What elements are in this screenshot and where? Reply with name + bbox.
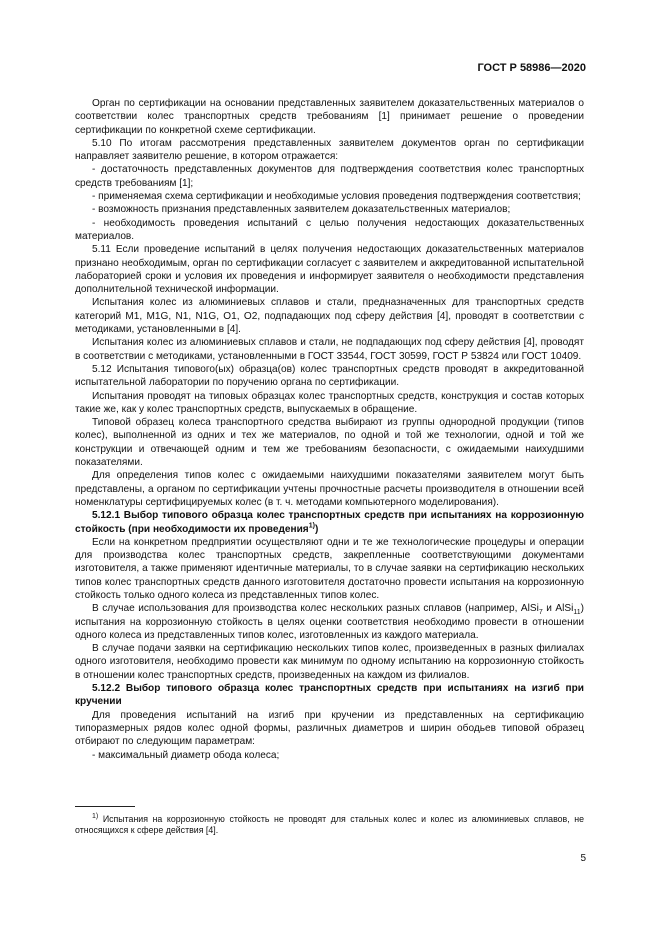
subscript: 11 xyxy=(573,609,581,617)
document-code-header: ГОСТ Р 58986—2020 xyxy=(477,62,586,74)
paragraph: Испытания колес из алюминиевых сплавов и стали, не подпадающих под сферу действия [4], проводят в соответствии с методиками, установленными в ГОСТ 33544, ГОСТ 30599, ГОСТ Р 53824 или ГОСТ 10409. xyxy=(75,337,584,362)
paragraph: 5.10 По итогам рассмотрения представленных заявителем документов орган по сертификации направляет заявителю решение, в котором отражается: xyxy=(75,137,584,163)
footnote-mark: 1) xyxy=(92,813,99,821)
paragraph: 5.11 Если проведение испытаний в целях получения недостающих доказательственных материалов признано необходимым, орган по сертификации согласует с заявителем и аккредитованной испытательной лабораторией сроки и условия их проведения и информирует заявителя о необходимости представления дополнительной технической информации. xyxy=(75,244,584,296)
paragraph-alloys xyxy=(75,602,584,642)
document-body xyxy=(75,97,584,762)
paragraph: Испытания проводят на типовых образцах колес транспортных средств, конструкция и состав которых такие же, как у колес транспортных средств, выпускаемых в обращение. xyxy=(75,390,584,415)
paragraph: Типовой образец колеса транспортного средства выбирают из группы однородной продукции (типов колес), выполненной из одних и тех же материалов, по одной и той же технологии, одной и той же конструкции и отвечающей одним и тем же требованиям безопасности, с ожидаемыми наихудшими показателями. xyxy=(75,417,584,469)
section-heading-5-12-2: 5.12.2 Выбор типового образца колес транспортных средств при испытаниях на изгиб при кручении xyxy=(75,683,584,708)
paragraph: В случае подачи заявки на сертификацию нескольких типов колес, произведенных в разных филиалах одного изготовителя, необходимо провести как минимум по одному испытанию на коррозионную стойкость в отношении колес транспортных средств, произведенных на каждом из филиалов. xyxy=(75,643,584,681)
footnote-text xyxy=(75,814,584,836)
paragraph: Для проведения испытаний на изгиб при кручении из представленных на сертификацию типоразмерных рядов колес одной формы, различных диаметров и ширин ободьев типовой образец отбирают по следующим параметрам: xyxy=(75,709,584,748)
paragraph: Испытания колес из алюминиевых сплавов и стали, предназначенных для транспортных средств категорий М1, М1G, N1, N1G, О1, О2, подпадающих под сферу действия [4], проводят в соответствии с методиками, установленными в [4]. xyxy=(75,297,584,336)
paragraph: Для определения типов колес с ожидаемыми наихудшими показателями заявителем могут быть представлены, а органом по сертификации учтены прочностные расчеты производителя в отношении всей номенклатуры сертифицируемых колес (в т. ч. методами компьютерного моделирования). xyxy=(75,470,584,508)
footnote-ref: 1) xyxy=(308,522,315,530)
page-number: 5 xyxy=(580,853,586,864)
list-item: - применяемая схема сертификации и необходимые условия проведения подтверждения соответствия; xyxy=(92,191,581,203)
footnote-body: Испытания на коррозионную стойкость не проводят для стальных колес и колес из алюминиевых сплавов, не относящихся к сфере действия [4]. xyxy=(75,814,584,836)
heading-text: 5.12.1 Выбор типового образца колес транспортных средств при испытаниях на коррозионную стойкость (при необходимости их проведения xyxy=(75,510,584,535)
list-item: - необходимость проведения испытаний с целью получения недостающих доказательственных материалов. xyxy=(75,217,584,242)
subscript: 7 xyxy=(538,609,543,617)
paragraph: Орган по сертификации на основании представленных заявителем доказательственных материалов о соответствии колес транспортных средств требованиям [1] принимает решение о проведении сертификации по конкретной схеме сертификации. xyxy=(75,98,584,136)
text-run: ) испытания на коррозионную стойкость в целях оценки соответствия необходимо провести в отношении одного колеса из представленных типов колес, изготовленных из каждого материала. xyxy=(75,603,584,641)
text-run: В случае использования для производства колес нескольких разных сплавов (например, AlSi xyxy=(92,603,539,615)
footnote-separator xyxy=(75,806,135,807)
list-item: - возможность признания представленных заявителем доказательственных материалов; xyxy=(92,204,511,216)
list-item: - максимальный диаметр обода колеса; xyxy=(92,749,280,761)
footnote xyxy=(75,814,584,836)
text-run: и AlSi xyxy=(542,603,574,615)
section-heading-5-12-1 xyxy=(75,509,584,536)
paragraph: 5.12 Испытания типового(ых) образца(ов) колес транспортных средств проводят в аккредитованной испытательной лаборатории по поручению органа по сертификации. xyxy=(75,363,584,389)
heading-close: ) xyxy=(314,523,319,535)
list-item: - достаточность представленных документов для подтверждения соответствия колес транспортных средств требованиям [1]; xyxy=(75,164,584,189)
paragraph: Если на конкретном предприятии осуществляют одни и те же технологические процедуры и операции для производства колес транспортных средств, закрепленные соответствующими документами изготовителя, а также применяют идентичные материалы, то в случае заявки на сертификацию нескольких типов колес транспортных средств данного изготовителя достаточно провести испытания на коррозионную стойкость только одного колеса из представленных типов колес. xyxy=(75,536,584,601)
